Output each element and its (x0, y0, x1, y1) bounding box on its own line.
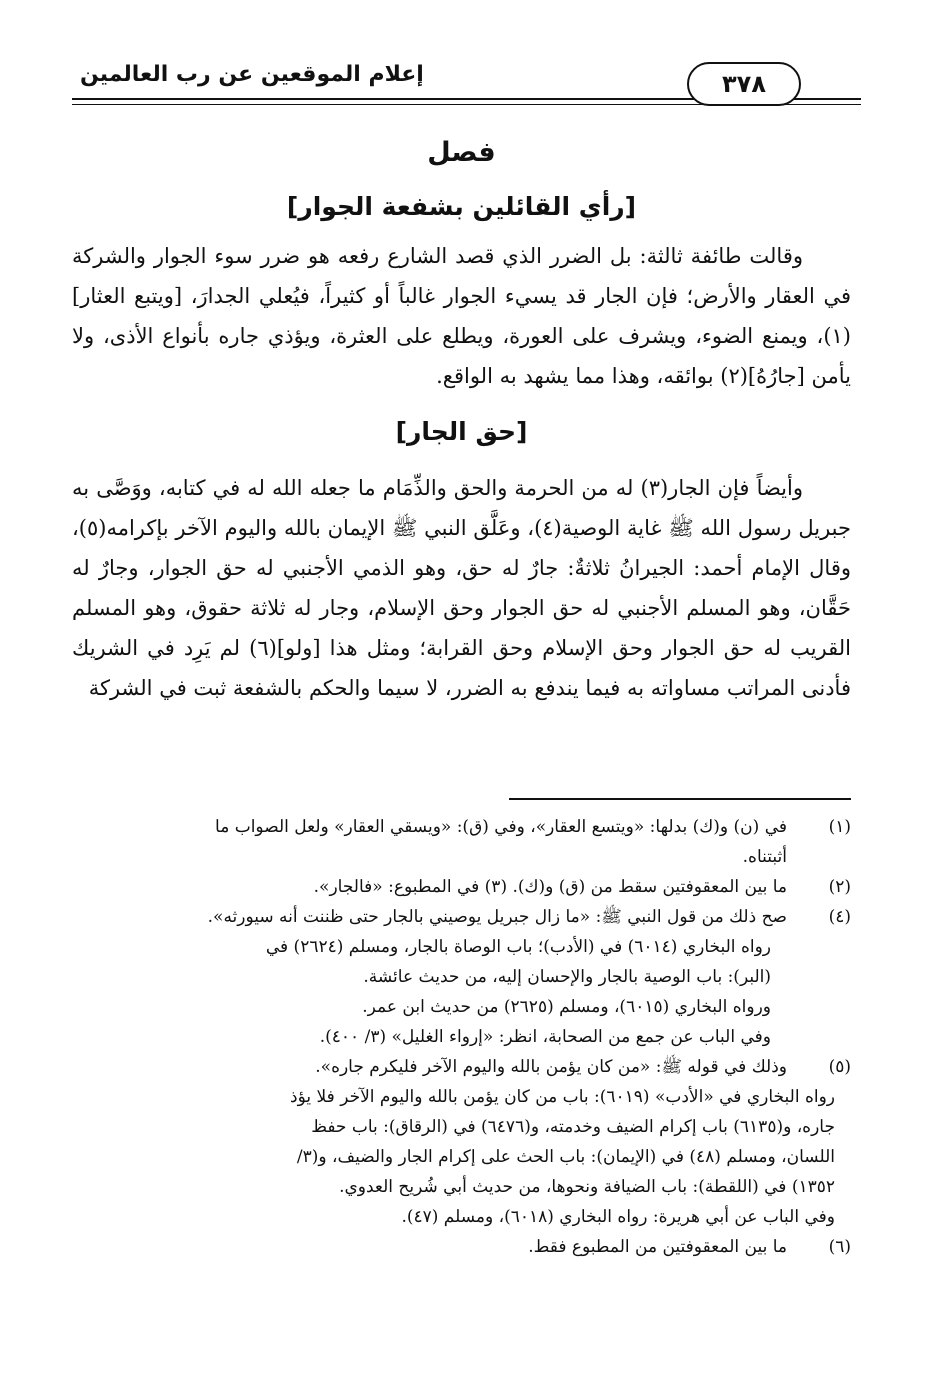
footnote-line: رواه البخاري (٦٠١٤) في (الأدب)؛ باب الوصاة بالجار، ومسلم (٢٦٢٤) في (265, 937, 771, 957)
page-header (72, 58, 861, 118)
footnote-line: وذلك في قوله ﷺ: «من كان يؤمن بالله واليوم الآخر فليكرم جاره». (315, 1057, 787, 1077)
footnote-number: (٢) (828, 877, 851, 897)
heading-neighbor-rights: [حق الجار] (395, 417, 528, 446)
footnote-2-3 (72, 872, 851, 902)
paragraph-third-opinion: وقالت طائفة ثالثة: بل الضرر الذي قصد الشارع رفعه هو ضرر سوء الجوار والشركة في العقار والأرض؛ فإن الجار قد يسيء الجوار غالباً أو كثيراً، فيُعلي الجدارَ، [ويتبع العثار](١)، ويمنع الضوء، ويشرف على العورة، ويطلع على العثرة، ويؤذي جاره بأنواع الأذى، ولا يأمن [جارُهُ](٢) بوائقه، وهذا مما يشهد به الواقع. (72, 244, 851, 388)
footnote-line: رواه البخاري في «الأدب» (٦٠١٩): باب من كان يؤمن بالله واليوم الآخر فلا يؤذ (290, 1087, 835, 1107)
footnote-line: ورواه البخاري (٦٠١٥)، ومسلم (٢٦٢٥) من حديث ابن عمر. (362, 997, 771, 1017)
footnote-separator (509, 798, 851, 800)
footnote-line: (البر): باب الوصية بالجار والإحسان إليه، من حديث عائشة. (363, 967, 771, 987)
running-book-title: إعلام الموقعين عن رب العالمين (80, 62, 424, 87)
footnote-5 (72, 1052, 851, 1082)
footnote-line: ما بين المعقوفتين من المطبوع فقط. (528, 1237, 787, 1257)
footnote-line: وفي الباب عن أبي هريرة: رواه البخاري (٦٠١٨)، ومسلم (٤٧). (401, 1207, 835, 1227)
footnote-line: ١٣٥٢) في (اللقطة): باب الضيافة ونحوها، من حديث أبي شُريح العدوي. (339, 1177, 835, 1197)
footnote-number: (٤) (828, 907, 851, 927)
footnote-line: اللسان، ومسلم (٤٨) في (الإيمان): باب الحث على إكرام الجار والضيف، و(٣/ (296, 1147, 835, 1167)
footnote-number: (١) (828, 817, 851, 837)
footnote-line: صح ذلك من قول النبي ﷺ: «ما زال جبريل يوصيني بالجار حتى ظننت أنه سيورثه». (207, 907, 787, 927)
footnote-5-references (72, 1082, 851, 1232)
footnote-1 (72, 812, 851, 872)
footnotes (72, 812, 851, 1262)
footnote-line: ما بين المعقوفتين سقط من (ق) و(ك). (٣) في المطبوع: «فالجار». (313, 877, 787, 897)
page-number: ٣٧٨ (687, 62, 801, 106)
footnote-line: وفي الباب عن جمع من الصحابة، انظر: «إرواء الغليل» (٣/ ٤٠٠). (319, 1027, 771, 1047)
footnote-6 (72, 1232, 851, 1262)
heading-neighbor-preemption: [رأي القائلين بشفعة الجوار] (286, 192, 637, 221)
footnote-line: أثبتناه. (742, 847, 787, 867)
footnote-number: (٥) (828, 1057, 851, 1077)
footnote-line: في (ن) و(ك) بدلها: «ويتسع العقار»، وفي (ق): «ويسقي العقار» ولعل الصواب ما (215, 817, 787, 837)
footnote-line: جاره، و(٦١٣٥) باب إكرام الضيف وخدمته، و(٦٤٧٦) في (الرقاق): باب حفظ (311, 1117, 835, 1137)
section-heading: فصل (427, 137, 496, 168)
footnote-4 (72, 902, 851, 1052)
paragraph-neighbor-rights: وأيضاً فإن الجار(٣) له من الحرمة والحق والذِّمَام ما جعله الله له في كتابه، ووَصَّى به جبريل رسول الله ﷺ غاية الوصية(٤)، وعَلَّق النبي ﷺ الإيمان بالله واليوم الآخر بإكرامه(٥)، وقال الإمام أحمد: الجيرانُ ثلاثةٌ: جارٌ له حق، وهو الذمي الأجنبي له حق الجوار، وجارٌ له حَقَّان، وهو المسلم الأجنبي له حق الجوار وحق الإسلام، وجار له ثلاثة حقوق، وهو المسلم القريب له حق الجوار وحق الإسلام وحق القرابة؛ ومثل هذا [ولو](٦) لم يَرِد في الشريك فأدنى المراتب مساواته به فيما يندفع به الضرر، لا سيما والحكم بالشفعة ثبت في الشركة (72, 476, 852, 700)
footnote-number: (٦) (828, 1237, 851, 1257)
main-text (72, 128, 851, 708)
